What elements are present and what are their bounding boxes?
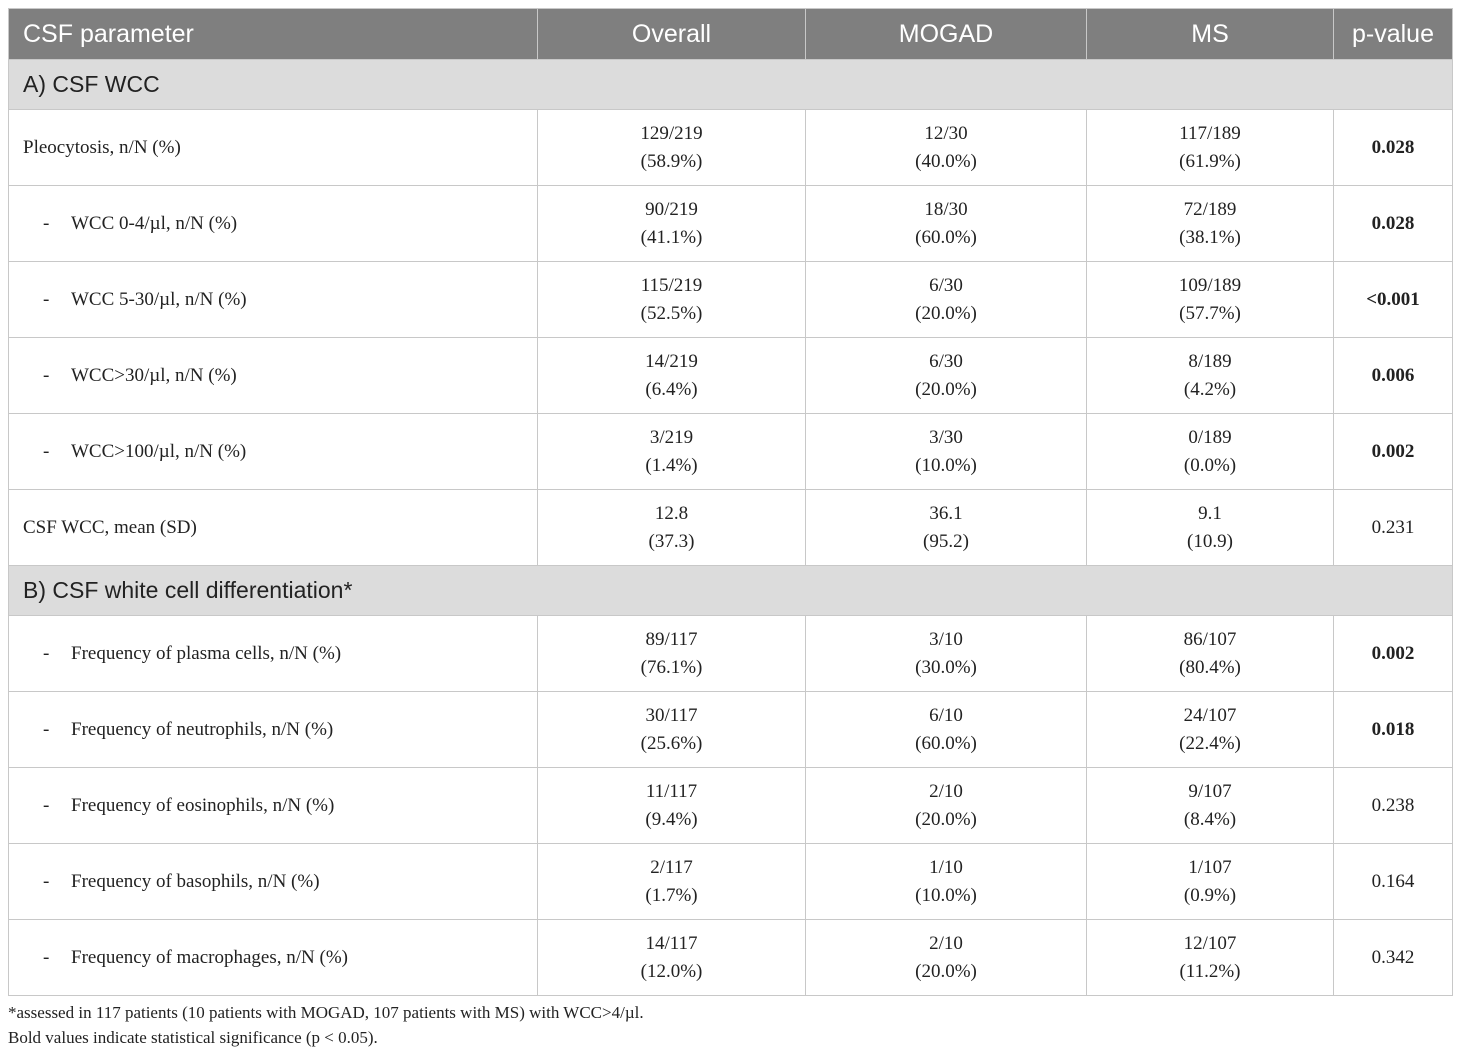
cell-ms xyxy=(1087,110,1334,186)
cell-overall xyxy=(538,110,806,186)
cell-percent: (52.5%) xyxy=(640,302,703,324)
cell-overall xyxy=(538,844,806,920)
table-row xyxy=(9,338,1453,414)
header-p-value: p-value xyxy=(1334,9,1453,60)
row-label: Frequency of neutrophils, n/N (%) xyxy=(71,718,334,740)
cell-percent: (60.0%) xyxy=(915,226,977,248)
table-row xyxy=(9,414,1453,490)
cell-count: 6/30 xyxy=(929,350,963,372)
cell-percent: (0.9%) xyxy=(1183,884,1237,906)
cell-mogad xyxy=(806,490,1087,566)
cell-count: 9/107 xyxy=(1188,780,1232,802)
section-title: B) CSF white cell differentiation* xyxy=(9,566,1453,616)
cell-p-value: 0.164 xyxy=(1334,844,1453,920)
cell-ms xyxy=(1087,616,1334,692)
cell-count: 18/30 xyxy=(924,198,968,220)
footnote-assessed: *assessed in 117 patients (10 patients with MOGAD, 107 patients with MS) with WCC>4/µl. xyxy=(8,1003,644,1022)
cell-ms xyxy=(1087,414,1334,490)
cell-overall xyxy=(538,616,806,692)
row-label: WCC>30/µl, n/N (%) xyxy=(71,364,237,386)
cell-ms xyxy=(1087,186,1334,262)
cell-percent: (30.0%) xyxy=(915,656,977,678)
cell-mogad xyxy=(806,110,1087,186)
cell-count: 30/117 xyxy=(645,704,698,726)
cell-p-value: <0.001 xyxy=(1334,262,1453,338)
cell-count: 8/189 xyxy=(1188,350,1232,372)
cell-p-value: 0.018 xyxy=(1334,692,1453,768)
cell-percent: (76.1%) xyxy=(640,656,703,678)
cell-overall xyxy=(538,414,806,490)
bullet-dash: - xyxy=(43,794,50,816)
cell-count: 1/107 xyxy=(1188,856,1232,878)
cell-mogad xyxy=(806,768,1087,844)
header-ms: MS xyxy=(1087,9,1334,60)
cell-count: 2/117 xyxy=(650,856,693,878)
bullet-dash: - xyxy=(43,440,50,462)
row-label-cell xyxy=(9,616,538,692)
cell-count: 2/10 xyxy=(929,932,963,954)
table-row xyxy=(9,616,1453,692)
table-row xyxy=(9,490,1453,566)
cell-percent: (20.0%) xyxy=(915,302,977,324)
cell-mogad xyxy=(806,262,1087,338)
cell-mogad xyxy=(806,338,1087,414)
cell-overall xyxy=(538,262,806,338)
row-label-cell xyxy=(9,186,538,262)
cell-percent: (58.9%) xyxy=(640,150,703,172)
cell-percent: (0.0%) xyxy=(1183,454,1237,476)
section-row xyxy=(9,566,1453,616)
cell-percent: (6.4%) xyxy=(645,378,698,400)
cell-overall xyxy=(538,338,806,414)
cell-percent: (11.2%) xyxy=(1179,960,1241,982)
bullet-dash: - xyxy=(43,364,50,386)
row-label: WCC 0-4/µl, n/N (%) xyxy=(71,212,238,234)
cell-count: 117/189 xyxy=(1179,122,1241,144)
cell-ms xyxy=(1087,490,1334,566)
header-mogad: MOGAD xyxy=(806,9,1087,60)
cell-p-value: 0.028 xyxy=(1334,186,1453,262)
row-label-cell xyxy=(9,692,538,768)
cell-ms xyxy=(1087,768,1334,844)
cell-mogad xyxy=(806,920,1087,996)
cell-count: 109/189 xyxy=(1178,274,1242,296)
cell-p-value: 0.002 xyxy=(1334,414,1453,490)
cell-percent: (60.0%) xyxy=(915,732,977,754)
cell-count: 0/189 xyxy=(1188,426,1232,448)
section-row xyxy=(9,60,1453,110)
cell-p-value: 0.002 xyxy=(1334,616,1453,692)
header-row xyxy=(9,9,1453,60)
cell-overall xyxy=(538,490,806,566)
cell-percent: (80.4%) xyxy=(1179,656,1241,678)
cell-percent: (8.4%) xyxy=(1183,808,1237,830)
cell-percent: (41.1%) xyxy=(640,226,703,248)
cell-count: 129/219 xyxy=(640,122,703,144)
footnote-bold-significance: Bold values indicate statistical significance (p < 0.05). xyxy=(8,1028,378,1047)
cell-count: 90/219 xyxy=(645,198,698,220)
cell-count: 12.8 xyxy=(654,502,689,524)
row-label: Frequency of basophils, n/N (%) xyxy=(71,870,320,892)
cell-count: 3/10 xyxy=(929,628,963,650)
cell-p-value: 0.342 xyxy=(1334,920,1453,996)
cell-p-value: 0.238 xyxy=(1334,768,1453,844)
cell-p-value: 0.006 xyxy=(1334,338,1453,414)
cell-mogad xyxy=(806,844,1087,920)
table-row xyxy=(9,186,1453,262)
cell-count: 9.1 xyxy=(1198,502,1222,524)
cell-percent: (22.4%) xyxy=(1179,732,1241,754)
cell-count: 24/107 xyxy=(1183,704,1237,726)
row-label: CSF WCC, mean (SD) xyxy=(23,516,197,538)
cell-overall xyxy=(538,768,806,844)
cell-percent: (95.2) xyxy=(923,530,969,552)
cell-count: 6/10 xyxy=(929,704,963,726)
row-label-cell xyxy=(9,414,538,490)
cell-percent: (10.9) xyxy=(1187,530,1233,552)
row-label-cell xyxy=(9,338,538,414)
table-body xyxy=(9,60,1453,996)
bullet-dash: - xyxy=(43,946,50,968)
cell-count: 11/117 xyxy=(645,780,698,802)
row-label: WCC>100/µl, n/N (%) xyxy=(71,440,247,462)
cell-count: 86/107 xyxy=(1183,628,1237,650)
bullet-dash: - xyxy=(43,288,50,310)
cell-percent: (4.2%) xyxy=(1183,378,1237,400)
cell-percent: (37.3) xyxy=(648,530,695,552)
cell-count: 12/30 xyxy=(924,122,968,144)
row-label-cell xyxy=(9,262,538,338)
cell-percent: (10.0%) xyxy=(915,454,977,476)
cell-count: 3/219 xyxy=(649,426,694,448)
bullet-dash: - xyxy=(43,870,50,892)
cell-overall xyxy=(538,186,806,262)
cell-count: 36.1 xyxy=(929,502,963,524)
cell-percent: (20.0%) xyxy=(915,378,977,400)
cell-percent: (40.0%) xyxy=(915,150,977,172)
cell-mogad xyxy=(806,692,1087,768)
cell-ms xyxy=(1087,338,1334,414)
table-row xyxy=(9,110,1453,186)
cell-percent: (9.4%) xyxy=(645,808,698,830)
table-row xyxy=(9,692,1453,768)
row-label-cell xyxy=(9,844,538,920)
row-label-cell xyxy=(9,768,538,844)
cell-count: 89/117 xyxy=(645,628,698,650)
row-label: WCC 5-30/µl, n/N (%) xyxy=(71,288,247,310)
bullet-dash: - xyxy=(43,212,50,234)
table-row xyxy=(9,844,1453,920)
cell-percent: (38.1%) xyxy=(1179,226,1241,248)
cell-mogad xyxy=(806,616,1087,692)
row-label: Frequency of macrophages, n/N (%) xyxy=(71,946,348,968)
cell-percent: (20.0%) xyxy=(915,808,977,830)
table-row xyxy=(9,262,1453,338)
header-overall: Overall xyxy=(538,9,806,60)
cell-count: 6/30 xyxy=(929,274,963,296)
cell-count: 1/10 xyxy=(929,856,963,878)
cell-p-value: 0.231 xyxy=(1334,490,1453,566)
cell-ms xyxy=(1087,920,1334,996)
cell-percent: (10.0%) xyxy=(915,884,977,906)
cell-percent: (20.0%) xyxy=(915,960,977,982)
cell-ms xyxy=(1087,692,1334,768)
cell-ms xyxy=(1087,844,1334,920)
cell-percent: (25.6%) xyxy=(640,732,703,754)
cell-count: 72/189 xyxy=(1183,198,1237,220)
footnotes xyxy=(8,1000,644,1050)
row-label: Frequency of eosinophils, n/N (%) xyxy=(71,794,335,816)
cell-mogad xyxy=(806,414,1087,490)
cell-p-value: 0.028 xyxy=(1334,110,1453,186)
cell-count: 14/219 xyxy=(645,350,698,372)
cell-percent: (61.9%) xyxy=(1179,150,1241,172)
table-row xyxy=(9,768,1453,844)
cell-mogad xyxy=(806,186,1087,262)
cell-percent: (12.0%) xyxy=(640,960,703,982)
cell-overall xyxy=(538,920,806,996)
row-label-cell xyxy=(9,920,538,996)
bullet-dash: - xyxy=(43,642,50,664)
cell-overall xyxy=(538,692,806,768)
bullet-dash: - xyxy=(43,718,50,740)
cell-count: 2/10 xyxy=(929,780,963,802)
cell-ms xyxy=(1087,262,1334,338)
row-label: Pleocytosis, n/N (%) xyxy=(23,136,181,158)
csf-table xyxy=(8,8,1453,996)
table-row xyxy=(9,920,1453,996)
cell-count: 14/117 xyxy=(645,932,698,954)
row-label: Frequency of plasma cells, n/N (%) xyxy=(71,642,342,664)
header-csf-parameter: CSF parameter xyxy=(9,9,538,60)
section-title: A) CSF WCC xyxy=(9,60,1453,110)
cell-percent: (1.7%) xyxy=(645,884,698,906)
row-label-cell xyxy=(9,110,538,186)
row-label-cell xyxy=(9,490,538,566)
cell-count: 12/107 xyxy=(1183,932,1237,954)
cell-count: 3/30 xyxy=(929,426,963,448)
cell-percent: (1.4%) xyxy=(645,454,698,476)
cell-percent: (57.7%) xyxy=(1179,302,1241,324)
cell-count: 115/219 xyxy=(640,274,703,296)
